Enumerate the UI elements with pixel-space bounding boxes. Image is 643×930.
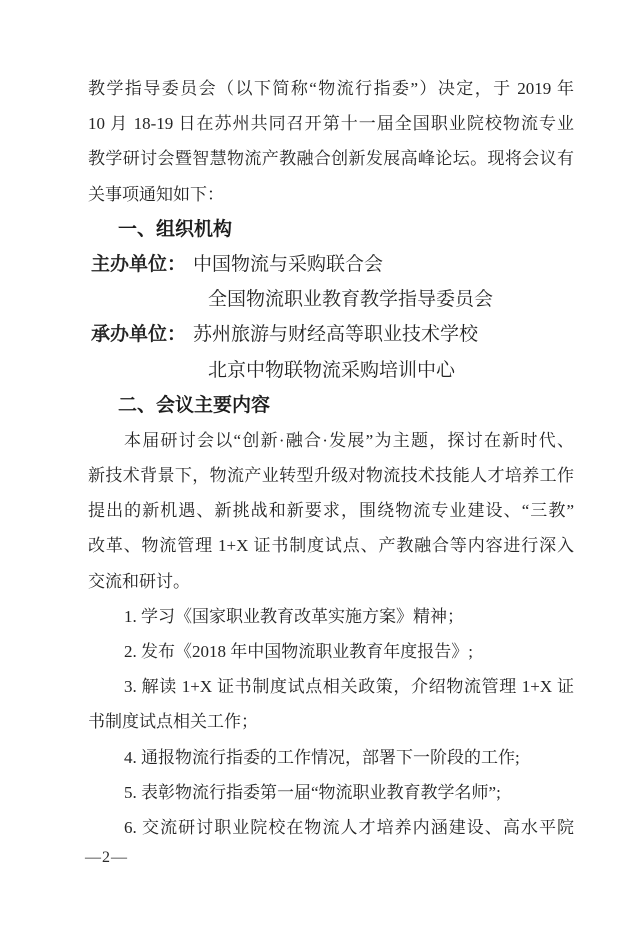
paragraph-line: 教学指导委员会（以下简称“物流行指委”）决定，于 2019 年: [88, 79, 574, 98]
paragraph-line: 新技术背景下，物流产业转型升级对物流技术技能人才培养工作: [88, 466, 574, 486]
agenda-item-4: 4. 通报物流行指委的工作情况，部署下一阶段的工作;: [124, 747, 520, 767]
undertaker-unit-name-2: 北京中物联物流采购培训中心: [208, 359, 456, 381]
agenda-item-3: 3. 解读 1+X 证书制度试点相关政策，介绍物流管理 1+X 证: [124, 677, 574, 697]
host-unit-name: 中国物流与采购联合会: [193, 253, 384, 275]
paragraph-line: 提出的新机遇、新挑战和新要求，围绕物流专业建设、“三教”: [88, 501, 574, 521]
agenda-item-1: 1. 学习《国家职业教育改革实施方案》精神；: [124, 606, 464, 626]
paragraph-line: 教学研讨会暨智慧物流产教融合创新发展高峰论坛。现将会议有: [88, 149, 574, 169]
undertaker-unit-label: 承办单位：: [91, 324, 187, 346]
paragraph-line: 10 月 18-19 日在苏州共同召开第十一届全国职业院校物流专业: [88, 114, 574, 134]
agenda-item-6: 6. 交流研讨职业院校在物流人才培养内涵建设、高水平院: [124, 817, 574, 837]
agenda-item-3-continued: 书制度试点相关工作；: [88, 712, 258, 732]
agenda-item-2: 2. 发布《2018 年中国物流职业教育年度报告》;: [124, 642, 473, 661]
agenda-item-5: 5. 表彰物流行指委第一届“物流职业教育教学名师”;: [124, 782, 501, 802]
paragraph-line: 关事项通知如下：: [88, 184, 224, 204]
host-unit-row: [88, 247, 574, 282]
host-unit-name-2: 全国物流职业教育教学指导委员会: [208, 289, 494, 311]
paragraph-line: 本届研讨会以“创新·融合·发展”为主题，探讨在新时代、: [124, 430, 574, 450]
document-body: [88, 71, 574, 845]
undertaker-unit-row: [88, 317, 574, 352]
paragraph-line: 交流和研讨。: [88, 571, 190, 591]
undertaker-unit-name: 苏州旅游与财经高等职业技术学校: [193, 324, 479, 346]
section-1-heading: 一、组织机构: [118, 218, 233, 240]
paragraph-line: 改革、物流管理 1+X 证书制度试点、产教融合等内容进行深入: [88, 536, 574, 556]
section-2-heading: 二、会议主要内容: [118, 394, 271, 416]
host-unit-label: 主办单位：: [91, 253, 187, 275]
page-number: —2—: [85, 849, 128, 866]
